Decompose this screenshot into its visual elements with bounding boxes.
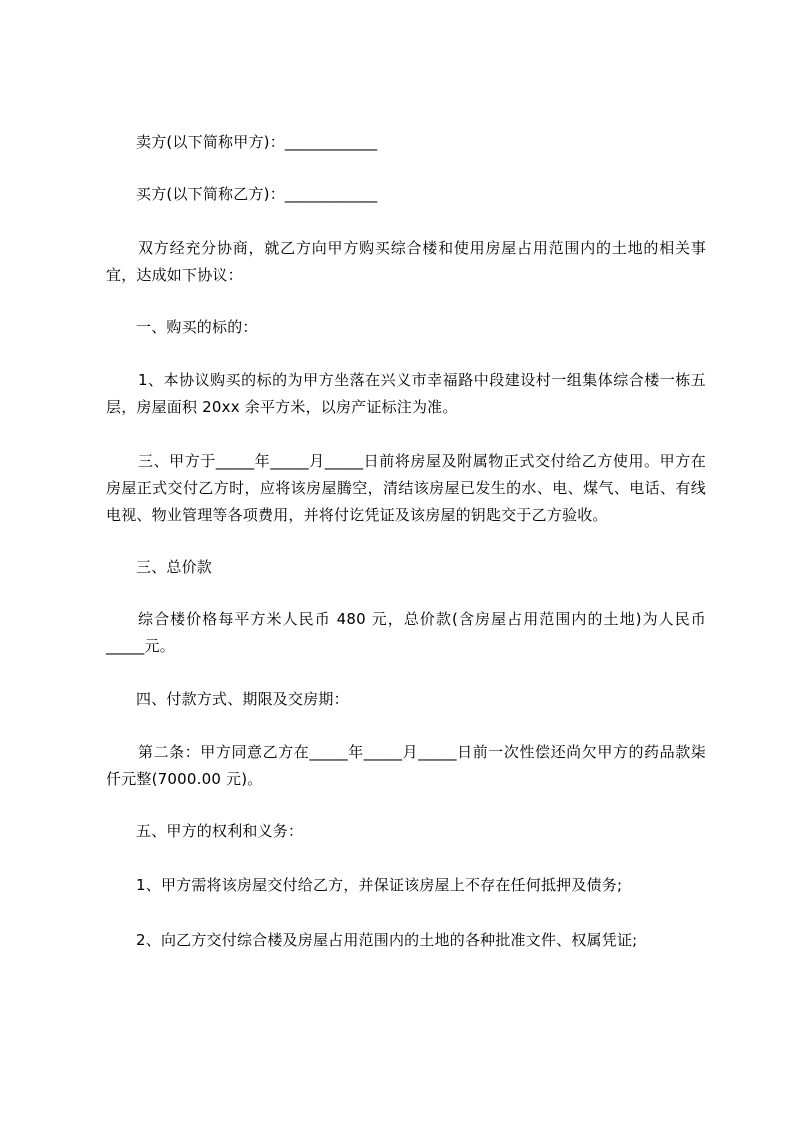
section1-item1: 1、本协议购买的标的为甲方坐落在兴义市幸福路中段建设村一组集体综合楼一栋五层，房屋面积 20xx 余平方米，以房产证标注为准。 [106,371,706,416]
section5-item2: 2、向乙方交付综合楼及房屋占用范围内的土地的各种批准文件、权属凭证; [136,931,638,949]
seller-line: 卖方(以下简称甲方)：____________ [136,133,378,151]
intro-paragraph: 双方经充分协商，就乙方向甲方购买综合楼和使用房屋占用范围内的土地的相关事宜，达成如下协议： [106,239,706,284]
buyer-line: 买方(以下简称乙方)：____________ [136,185,378,203]
section5-item1: 1、甲方需将该房屋交付给乙方，并保证该房屋上不存在任何抵押及债务; [136,876,623,894]
section4-title: 四、付款方式、期限及交房期： [136,690,349,708]
section3-title: 三、总价款 [136,558,213,576]
section3-text: 综合楼价格每平方米人民币 480 元，总价款(含房屋占用范围内的土地)为人民币_____元。 [106,610,706,655]
section5-title: 五、甲方的权利和义务： [136,822,304,840]
delivery-paragraph: 三、甲方于_____年_____月_____日前将房屋及附属物正式交付给乙方使用。甲方在房屋正式交付乙方时，应将该房屋腾空，清结该房屋已发生的水、电、煤气、电话、有线电视、物业管理等各项费用，并将付讫凭证及该房屋的钥匙交于乙方验收。 [106,452,706,524]
section4-text: 第二条：甲方同意乙方在_____年_____月_____日前一次性偿还尚欠甲方的药品款柒仟元整(7000.00 元)。 [106,743,706,788]
section1-title: 一、购买的标的： [136,318,258,336]
